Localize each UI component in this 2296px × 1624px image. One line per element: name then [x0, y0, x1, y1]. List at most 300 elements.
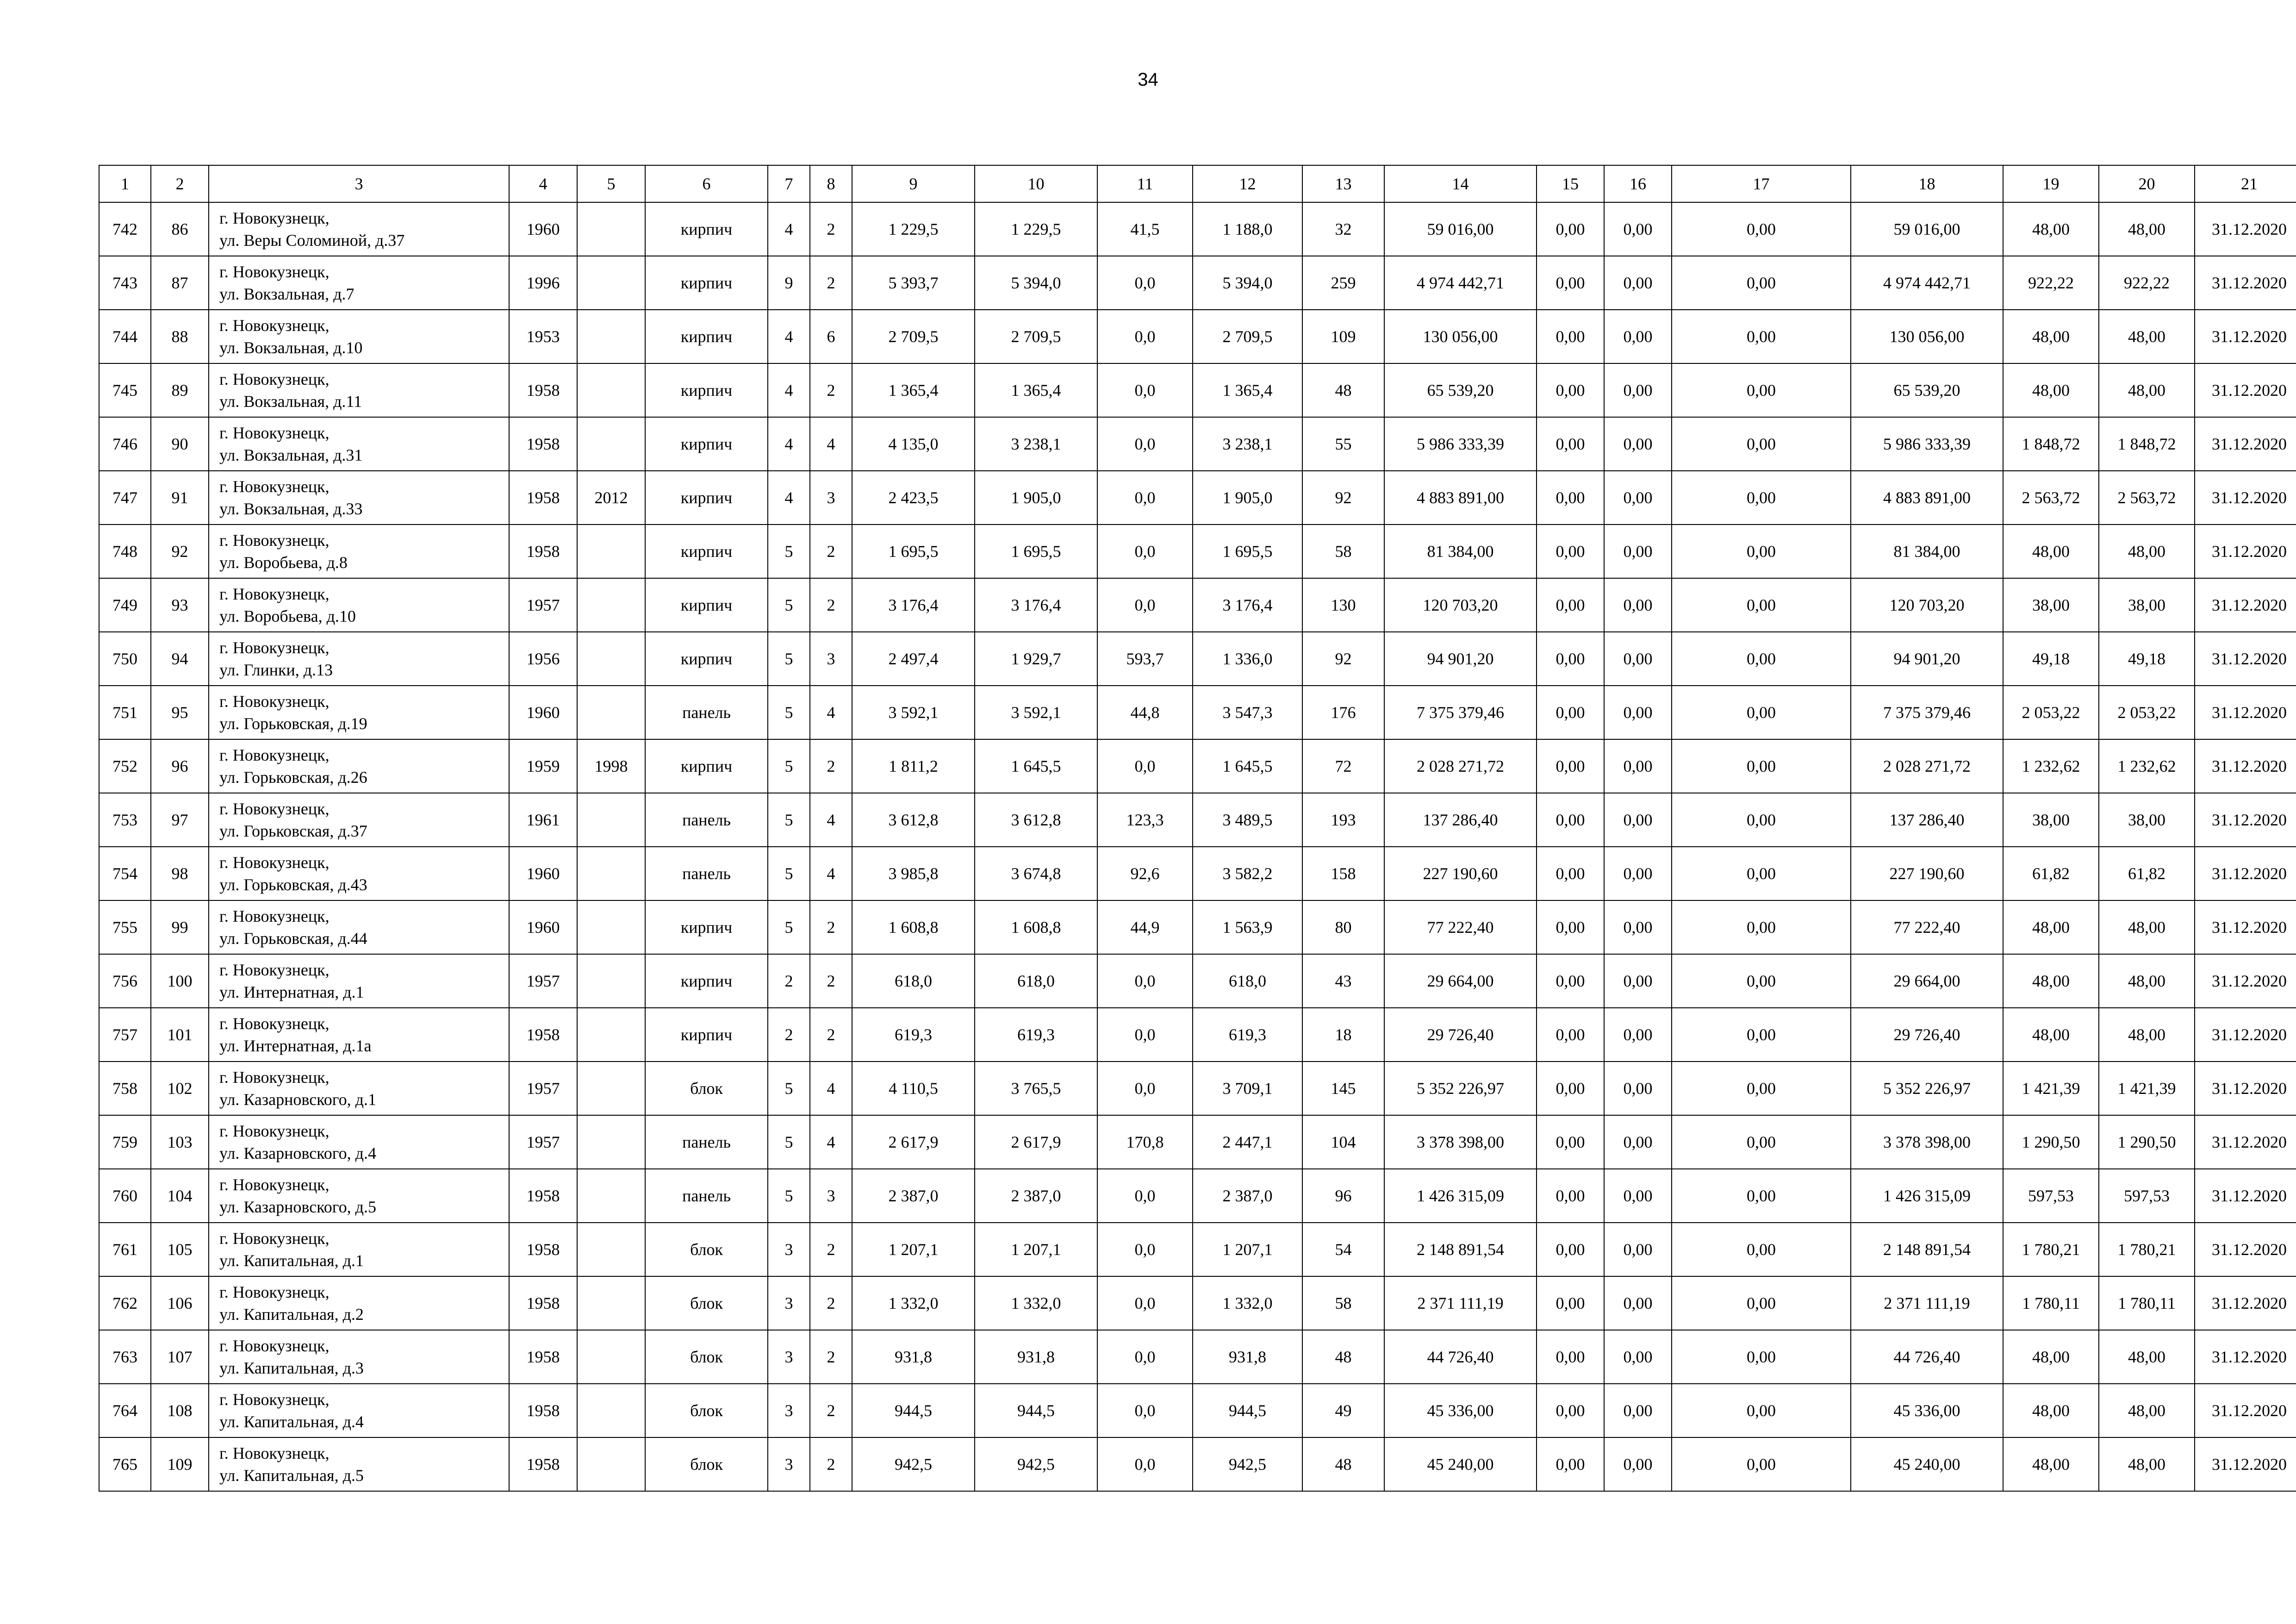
row-number-cell: 750	[99, 632, 151, 686]
address-street: ул. Горьковская, д.43	[219, 875, 367, 894]
table-row	[99, 793, 2296, 847]
fund-cost-cell: 3 378 398,00	[1851, 1115, 2003, 1169]
deadline-cell: 31.12.2020	[2195, 1062, 2296, 1115]
address-street: ул. Казарновского, д.4	[219, 1144, 376, 1162]
table-row	[99, 686, 2296, 739]
nonresidential-area-cell: 0,0	[1097, 417, 1193, 471]
table-row	[99, 1008, 2296, 1062]
col19-cell: 49,18	[2003, 632, 2099, 686]
residents-cell: 92	[1302, 471, 1384, 525]
private-area-cell: 3 709,1	[1193, 1062, 1302, 1115]
nonresidential-area-cell: 0,0	[1097, 1008, 1193, 1062]
living-area-cell: 1 207,1	[975, 1223, 1097, 1276]
table-row	[99, 1169, 2296, 1223]
year-renovated-cell	[577, 1437, 645, 1491]
col15-cell: 0,00	[1537, 256, 1604, 310]
private-area-cell: 3 176,4	[1193, 578, 1302, 632]
year-built-cell: 1956	[509, 632, 577, 686]
address-city: г. Новокузнецк,	[219, 1122, 330, 1140]
address-city: г. Новокузнецк,	[219, 1229, 330, 1248]
private-area-cell: 1 365,4	[1193, 363, 1302, 417]
col17-cell: 0,00	[1672, 686, 1851, 739]
column-header: 12	[1193, 165, 1302, 202]
address-cell	[209, 900, 509, 954]
wall-material-cell: кирпич	[645, 202, 768, 256]
address-city: г. Новокузнецк,	[219, 370, 330, 388]
col15-cell: 0,00	[1537, 1008, 1604, 1062]
col19-cell: 1 848,72	[2003, 417, 2099, 471]
col17-cell: 0,00	[1672, 1169, 1851, 1223]
deadline-cell: 31.12.2020	[2195, 900, 2296, 954]
living-area-cell: 1 645,5	[975, 739, 1097, 793]
address-city: г. Новокузнецк,	[219, 1068, 330, 1087]
nonresidential-area-cell: 0,0	[1097, 471, 1193, 525]
col16-cell: 0,00	[1604, 417, 1672, 471]
nonresidential-area-cell: 0,0	[1097, 525, 1193, 578]
local-number-cell: 95	[151, 686, 209, 739]
col17-cell: 0,00	[1672, 900, 1851, 954]
total-area-cell: 3 985,8	[852, 847, 975, 900]
entrances-cell: 2	[810, 525, 852, 578]
floors-cell: 4	[768, 471, 810, 525]
entrances-cell: 4	[810, 1115, 852, 1169]
deadline-cell: 31.12.2020	[2195, 1384, 2296, 1437]
address-street: ул. Вокзальная, д.33	[219, 500, 363, 518]
entrances-cell: 3	[810, 471, 852, 525]
col15-cell: 0,00	[1537, 1223, 1604, 1276]
nonresidential-area-cell: 0,0	[1097, 578, 1193, 632]
entrances-cell: 2	[810, 1276, 852, 1330]
living-area-cell: 1 229,5	[975, 202, 1097, 256]
deadline-cell: 31.12.2020	[2195, 1276, 2296, 1330]
wall-material-cell: кирпич	[645, 525, 768, 578]
row-number-cell: 762	[99, 1276, 151, 1330]
col15-cell: 0,00	[1537, 525, 1604, 578]
col20-cell: 2 563,72	[2099, 471, 2195, 525]
col19-cell: 1 780,11	[2003, 1276, 2099, 1330]
wall-material-cell: панель	[645, 1169, 768, 1223]
year-renovated-cell	[577, 847, 645, 900]
wall-material-cell: панель	[645, 847, 768, 900]
col17-cell: 0,00	[1672, 1330, 1851, 1384]
col17-cell: 0,00	[1672, 1276, 1851, 1330]
column-header: 14	[1384, 165, 1537, 202]
year-built-cell: 1960	[509, 847, 577, 900]
private-area-cell: 1 645,5	[1193, 739, 1302, 793]
column-header: 19	[2003, 165, 2099, 202]
column-header: 18	[1851, 165, 2003, 202]
wall-material-cell: блок	[645, 1437, 768, 1491]
col19-cell: 48,00	[2003, 1008, 2099, 1062]
local-number-cell: 90	[151, 417, 209, 471]
col19-cell: 48,00	[2003, 954, 2099, 1008]
col17-cell: 0,00	[1672, 363, 1851, 417]
address-street: ул. Капитальная, д.1	[219, 1251, 364, 1270]
fund-cost-cell: 45 240,00	[1851, 1437, 2003, 1491]
table-row	[99, 632, 2296, 686]
residents-cell: 96	[1302, 1169, 1384, 1223]
col20-cell: 48,00	[2099, 1008, 2195, 1062]
col17-cell: 0,00	[1672, 471, 1851, 525]
address-cell	[209, 1008, 509, 1062]
year-renovated-cell	[577, 363, 645, 417]
col15-cell: 0,00	[1537, 1115, 1604, 1169]
entrances-cell: 2	[810, 739, 852, 793]
table-row	[99, 363, 2296, 417]
local-number-cell: 105	[151, 1223, 209, 1276]
col20-cell: 48,00	[2099, 202, 2195, 256]
total-area-cell: 1 811,2	[852, 739, 975, 793]
local-number-cell: 104	[151, 1169, 209, 1223]
row-number-cell: 757	[99, 1008, 151, 1062]
col17-cell: 0,00	[1672, 417, 1851, 471]
local-number-cell: 86	[151, 202, 209, 256]
fund-cost-cell: 2 148 891,54	[1851, 1223, 2003, 1276]
col20-cell: 48,00	[2099, 310, 2195, 363]
local-number-cell: 98	[151, 847, 209, 900]
address-city: г. Новокузнецк,	[219, 961, 330, 979]
year-renovated-cell	[577, 1223, 645, 1276]
col15-cell: 0,00	[1537, 954, 1604, 1008]
col15-cell: 0,00	[1537, 686, 1604, 739]
table-row	[99, 202, 2296, 256]
year-renovated-cell	[577, 1169, 645, 1223]
year-renovated-cell	[577, 793, 645, 847]
private-area-cell: 1 188,0	[1193, 202, 1302, 256]
address-cell	[209, 310, 509, 363]
col17-cell: 0,00	[1672, 1384, 1851, 1437]
nonresidential-area-cell: 0,0	[1097, 1384, 1193, 1437]
col20-cell: 48,00	[2099, 1330, 2195, 1384]
living-area-cell: 944,5	[975, 1384, 1097, 1437]
entrances-cell: 2	[810, 363, 852, 417]
wall-material-cell: блок	[645, 1384, 768, 1437]
private-area-cell: 2 447,1	[1193, 1115, 1302, 1169]
col15-cell: 0,00	[1537, 1062, 1604, 1115]
col16-cell: 0,00	[1604, 310, 1672, 363]
nonresidential-area-cell: 41,5	[1097, 202, 1193, 256]
col20-cell: 1 848,72	[2099, 417, 2195, 471]
residents-cell: 58	[1302, 525, 1384, 578]
col17-cell: 0,00	[1672, 1223, 1851, 1276]
address-street: ул. Вокзальная, д.7	[219, 285, 355, 303]
total-cost-cell: 5 986 333,39	[1384, 417, 1537, 471]
local-number-cell: 88	[151, 310, 209, 363]
address-cell	[209, 1437, 509, 1491]
nonresidential-area-cell: 0,0	[1097, 310, 1193, 363]
table-row	[99, 578, 2296, 632]
column-header: 17	[1672, 165, 1851, 202]
year-renovated-cell	[577, 310, 645, 363]
address-cell	[209, 686, 509, 739]
total-cost-cell: 2 148 891,54	[1384, 1223, 1537, 1276]
floors-cell: 5	[768, 900, 810, 954]
deadline-cell: 31.12.2020	[2195, 471, 2296, 525]
wall-material-cell: кирпич	[645, 578, 768, 632]
year-renovated-cell	[577, 417, 645, 471]
col16-cell: 0,00	[1604, 471, 1672, 525]
col16-cell: 0,00	[1604, 256, 1672, 310]
local-number-cell: 96	[151, 739, 209, 793]
row-number-cell: 756	[99, 954, 151, 1008]
deadline-cell: 31.12.2020	[2195, 1223, 2296, 1276]
total-cost-cell: 77 222,40	[1384, 900, 1537, 954]
deadline-cell: 31.12.2020	[2195, 417, 2296, 471]
col19-cell: 48,00	[2003, 363, 2099, 417]
col16-cell: 0,00	[1604, 363, 1672, 417]
fund-cost-cell: 130 056,00	[1851, 310, 2003, 363]
col17-cell: 0,00	[1672, 1062, 1851, 1115]
year-renovated-cell	[577, 578, 645, 632]
floors-cell: 2	[768, 1008, 810, 1062]
address-city: г. Новокузнецк,	[219, 1337, 330, 1355]
col19-cell: 48,00	[2003, 1437, 2099, 1491]
col17-cell: 0,00	[1672, 310, 1851, 363]
col15-cell: 0,00	[1537, 363, 1604, 417]
col16-cell: 0,00	[1604, 900, 1672, 954]
private-area-cell: 3 489,5	[1193, 793, 1302, 847]
total-cost-cell: 2 028 271,72	[1384, 739, 1537, 793]
address-street: ул. Капитальная, д.5	[219, 1466, 364, 1485]
address-city: г. Новокузнецк,	[219, 424, 330, 442]
residents-cell: 72	[1302, 739, 1384, 793]
address-city: г. Новокузнецк,	[219, 638, 330, 657]
row-number-cell: 748	[99, 525, 151, 578]
private-area-cell: 2 387,0	[1193, 1169, 1302, 1223]
fund-cost-cell: 2 371 111,19	[1851, 1276, 2003, 1330]
column-header: 4	[509, 165, 577, 202]
local-number-cell: 103	[151, 1115, 209, 1169]
column-header: 11	[1097, 165, 1193, 202]
private-area-cell: 3 547,3	[1193, 686, 1302, 739]
deadline-cell: 31.12.2020	[2195, 1330, 2296, 1384]
local-number-cell: 92	[151, 525, 209, 578]
entrances-cell: 3	[810, 632, 852, 686]
local-number-cell: 101	[151, 1008, 209, 1062]
total-cost-cell: 120 703,20	[1384, 578, 1537, 632]
living-area-cell: 618,0	[975, 954, 1097, 1008]
row-number-cell: 764	[99, 1384, 151, 1437]
address-cell	[209, 417, 509, 471]
fund-cost-cell: 29 726,40	[1851, 1008, 2003, 1062]
col15-cell: 0,00	[1537, 847, 1604, 900]
fund-cost-cell: 4 883 891,00	[1851, 471, 2003, 525]
col19-cell: 2 053,22	[2003, 686, 2099, 739]
fund-cost-cell: 4 974 442,71	[1851, 256, 2003, 310]
living-area-cell: 2 617,9	[975, 1115, 1097, 1169]
deadline-cell: 31.12.2020	[2195, 525, 2296, 578]
year-built-cell: 1959	[509, 739, 577, 793]
fund-cost-cell: 59 016,00	[1851, 202, 2003, 256]
year-renovated-cell	[577, 954, 645, 1008]
year-built-cell: 1958	[509, 471, 577, 525]
total-area-cell: 3 176,4	[852, 578, 975, 632]
col17-cell: 0,00	[1672, 793, 1851, 847]
total-cost-cell: 59 016,00	[1384, 202, 1537, 256]
fund-cost-cell: 2 028 271,72	[1851, 739, 2003, 793]
living-area-cell: 3 176,4	[975, 578, 1097, 632]
address-city: г. Новокузнецк,	[219, 262, 330, 281]
total-cost-cell: 29 726,40	[1384, 1008, 1537, 1062]
col15-cell: 0,00	[1537, 1384, 1604, 1437]
address-city: г. Новокузнецк,	[219, 692, 330, 711]
col19-cell: 38,00	[2003, 793, 2099, 847]
col20-cell: 1 780,21	[2099, 1223, 2195, 1276]
table-row	[99, 525, 2296, 578]
private-area-cell: 3 582,2	[1193, 847, 1302, 900]
address-cell	[209, 471, 509, 525]
page-number: 34	[1138, 69, 1158, 90]
row-number-cell: 753	[99, 793, 151, 847]
wall-material-cell: панель	[645, 686, 768, 739]
private-area-cell: 1 207,1	[1193, 1223, 1302, 1276]
column-header: 7	[768, 165, 810, 202]
col19-cell: 1 232,62	[2003, 739, 2099, 793]
private-area-cell: 619,3	[1193, 1008, 1302, 1062]
col15-cell: 0,00	[1537, 1169, 1604, 1223]
col15-cell: 0,00	[1537, 739, 1604, 793]
fund-cost-cell: 45 336,00	[1851, 1384, 2003, 1437]
col16-cell: 0,00	[1604, 954, 1672, 1008]
address-cell	[209, 525, 509, 578]
fund-cost-cell: 81 384,00	[1851, 525, 2003, 578]
col20-cell: 922,22	[2099, 256, 2195, 310]
year-built-cell: 1958	[509, 1437, 577, 1491]
table-row	[99, 1384, 2296, 1437]
nonresidential-area-cell: 0,0	[1097, 363, 1193, 417]
column-header: 8	[810, 165, 852, 202]
row-number-cell: 754	[99, 847, 151, 900]
address-street: ул. Горьковская, д.44	[219, 929, 367, 948]
year-built-cell: 1960	[509, 686, 577, 739]
column-header: 13	[1302, 165, 1384, 202]
floors-cell: 5	[768, 578, 810, 632]
col19-cell: 38,00	[2003, 578, 2099, 632]
col20-cell: 48,00	[2099, 1437, 2195, 1491]
residents-cell: 18	[1302, 1008, 1384, 1062]
total-cost-cell: 29 664,00	[1384, 954, 1537, 1008]
living-area-cell: 1 929,7	[975, 632, 1097, 686]
address-cell	[209, 793, 509, 847]
col15-cell: 0,00	[1537, 1437, 1604, 1491]
col15-cell: 0,00	[1537, 202, 1604, 256]
table-row	[99, 1330, 2296, 1384]
col16-cell: 0,00	[1604, 202, 1672, 256]
residents-cell: 32	[1302, 202, 1384, 256]
address-street: ул. Глинки, д.13	[219, 661, 333, 679]
floors-cell: 5	[768, 632, 810, 686]
entrances-cell: 2	[810, 900, 852, 954]
local-number-cell: 106	[151, 1276, 209, 1330]
address-cell	[209, 1384, 509, 1437]
col17-cell: 0,00	[1672, 739, 1851, 793]
local-number-cell: 87	[151, 256, 209, 310]
total-area-cell: 5 393,7	[852, 256, 975, 310]
row-number-cell: 761	[99, 1223, 151, 1276]
row-number-cell: 744	[99, 310, 151, 363]
table-row	[99, 1276, 2296, 1330]
wall-material-cell: блок	[645, 1330, 768, 1384]
living-area-cell: 3 674,8	[975, 847, 1097, 900]
deadline-cell: 31.12.2020	[2195, 1169, 2296, 1223]
column-header: 2	[151, 165, 209, 202]
fund-cost-cell: 29 664,00	[1851, 954, 2003, 1008]
total-cost-cell: 45 336,00	[1384, 1384, 1537, 1437]
entrances-cell: 2	[810, 202, 852, 256]
nonresidential-area-cell: 0,0	[1097, 1276, 1193, 1330]
nonresidential-area-cell: 0,0	[1097, 1169, 1193, 1223]
fund-cost-cell: 94 901,20	[1851, 632, 2003, 686]
column-header: 10	[975, 165, 1097, 202]
total-cost-cell: 137 286,40	[1384, 793, 1537, 847]
entrances-cell: 2	[810, 1384, 852, 1437]
year-built-cell: 1958	[509, 1330, 577, 1384]
address-city: г. Новокузнецк,	[219, 1283, 330, 1301]
residents-cell: 259	[1302, 256, 1384, 310]
col19-cell: 48,00	[2003, 1330, 2099, 1384]
total-area-cell: 4 135,0	[852, 417, 975, 471]
col16-cell: 0,00	[1604, 686, 1672, 739]
wall-material-cell: блок	[645, 1062, 768, 1115]
year-renovated-cell	[577, 256, 645, 310]
total-cost-cell: 81 384,00	[1384, 525, 1537, 578]
col15-cell: 0,00	[1537, 632, 1604, 686]
column-header: 3	[209, 165, 509, 202]
year-renovated-cell	[577, 1330, 645, 1384]
total-area-cell: 1 365,4	[852, 363, 975, 417]
col19-cell: 922,22	[2003, 256, 2099, 310]
column-header: 5	[577, 165, 645, 202]
year-built-cell: 1957	[509, 578, 577, 632]
address-cell	[209, 739, 509, 793]
residents-cell: 193	[1302, 793, 1384, 847]
col15-cell: 0,00	[1537, 1276, 1604, 1330]
address-street: ул. Казарновского, д.5	[219, 1198, 376, 1216]
total-area-cell: 618,0	[852, 954, 975, 1008]
entrances-cell: 2	[810, 954, 852, 1008]
fund-cost-cell: 120 703,20	[1851, 578, 2003, 632]
total-cost-cell: 4 883 891,00	[1384, 471, 1537, 525]
address-cell	[209, 1115, 509, 1169]
private-area-cell: 1 905,0	[1193, 471, 1302, 525]
total-cost-cell: 5 352 226,97	[1384, 1062, 1537, 1115]
total-cost-cell: 3 378 398,00	[1384, 1115, 1537, 1169]
address-cell	[209, 1169, 509, 1223]
deadline-cell: 31.12.2020	[2195, 1437, 2296, 1491]
entrances-cell: 4	[810, 793, 852, 847]
entrances-cell: 2	[810, 1330, 852, 1384]
address-street: ул. Вокзальная, д.10	[219, 338, 363, 357]
residents-cell: 109	[1302, 310, 1384, 363]
year-built-cell: 1958	[509, 1384, 577, 1437]
column-number-row	[99, 165, 2296, 202]
total-area-cell: 944,5	[852, 1384, 975, 1437]
registry-table	[99, 165, 2296, 1492]
col15-cell: 0,00	[1537, 310, 1604, 363]
floors-cell: 5	[768, 686, 810, 739]
private-area-cell: 1 336,0	[1193, 632, 1302, 686]
residents-cell: 80	[1302, 900, 1384, 954]
private-area-cell: 2 709,5	[1193, 310, 1302, 363]
row-number-cell: 745	[99, 363, 151, 417]
address-city: г. Новокузнецк,	[219, 1444, 330, 1462]
col16-cell: 0,00	[1604, 1169, 1672, 1223]
col15-cell: 0,00	[1537, 471, 1604, 525]
col16-cell: 0,00	[1604, 1437, 1672, 1491]
entrances-cell: 2	[810, 256, 852, 310]
year-renovated-cell	[577, 632, 645, 686]
col17-cell: 0,00	[1672, 1008, 1851, 1062]
